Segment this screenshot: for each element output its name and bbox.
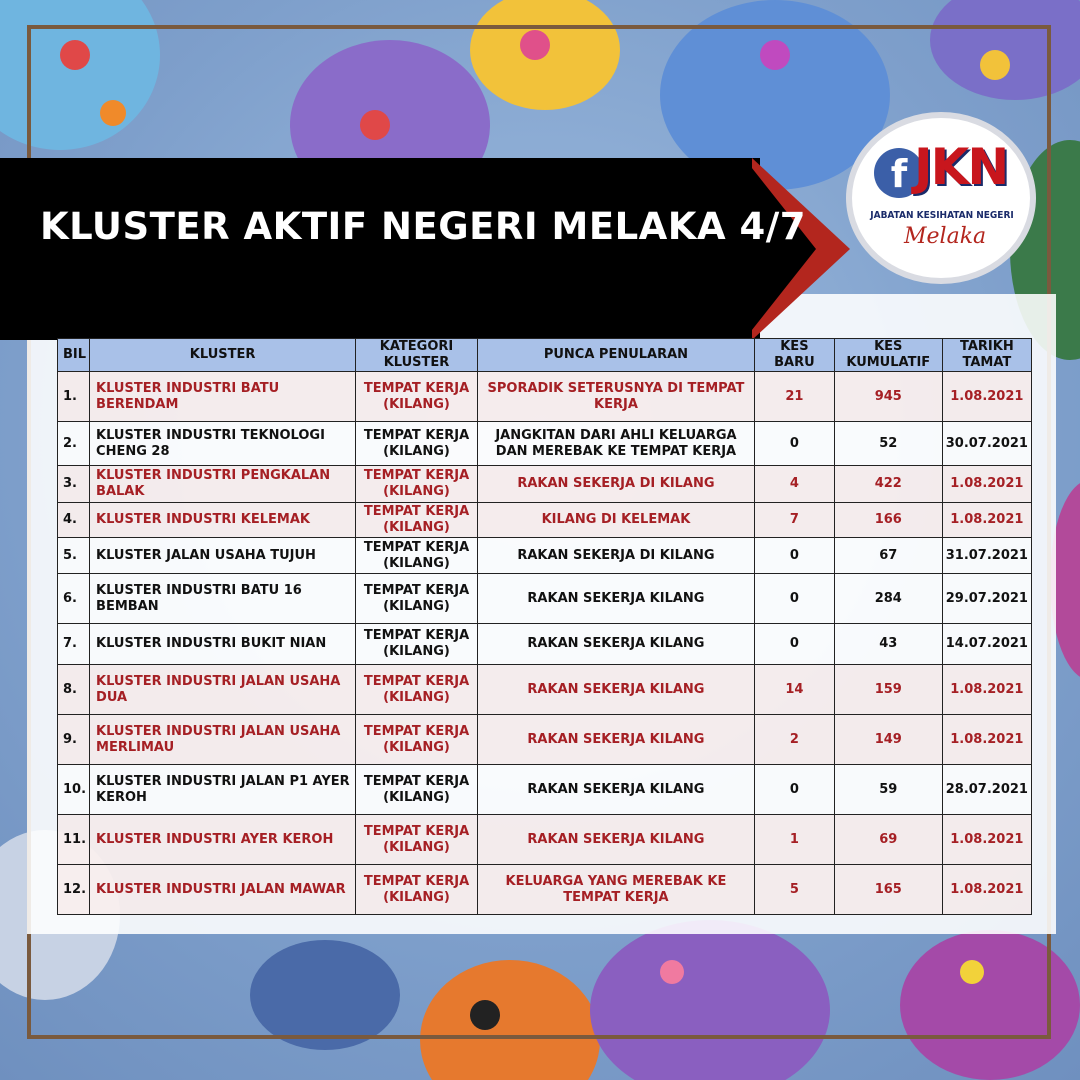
cell-bil: 2. — [58, 422, 90, 466]
cell-tarikh-tamat: 28.07.2021 — [942, 765, 1031, 815]
cell-kes-baru: 0 — [754, 538, 834, 574]
cell-kluster: KLUSTER INDUSTRI PENGKALAN BALAK — [90, 466, 356, 503]
cell-punca: RAKAN SEKERJA KILANG — [477, 765, 754, 815]
cell-kes-baru: 0 — [754, 574, 834, 624]
cell-punca: KILANG DI KELEMAK — [477, 503, 754, 538]
banner-arrow — [744, 158, 816, 340]
cell-bil: 7. — [58, 624, 90, 665]
cell-kategori: TEMPAT KERJA (KILANG) — [356, 538, 478, 574]
cell-kluster: KLUSTER INDUSTRI JALAN USAHA DUA — [90, 665, 356, 715]
cell-bil: 10. — [58, 765, 90, 815]
header-bil: BIL — [58, 339, 90, 372]
cell-kes-kumulatif: 166 — [834, 503, 942, 538]
cell-kes-kumulatif: 159 — [834, 665, 942, 715]
cell-kes-kumulatif: 43 — [834, 624, 942, 665]
header-kes-kumulatif: KES KUMULATIF — [834, 339, 942, 372]
cell-punca: RAKAN SEKERJA DI KILANG — [477, 466, 754, 503]
table-row — [58, 715, 1032, 765]
logo-subtitle: JABATAN KESIHATAN NEGERI — [870, 210, 1014, 221]
cell-kes-kumulatif: 945 — [834, 372, 942, 422]
cell-punca: KELUARGA YANG MEREBAK KE TEMPAT KERJA — [477, 865, 754, 915]
cell-kes-baru: 0 — [754, 765, 834, 815]
cell-tarikh-tamat: 14.07.2021 — [942, 624, 1031, 665]
cell-kluster: KLUSTER JALAN USAHA TUJUH — [90, 538, 356, 574]
table-row — [58, 865, 1032, 915]
cell-kes-kumulatif: 67 — [834, 538, 942, 574]
cell-tarikh-tamat: 31.07.2021 — [942, 538, 1031, 574]
table-row — [58, 665, 1032, 715]
cell-kategori: TEMPAT KERJA (KILANG) — [356, 665, 478, 715]
cell-kategori: TEMPAT KERJA (KILANG) — [356, 422, 478, 466]
cell-kes-baru: 14 — [754, 665, 834, 715]
header-kluster: KLUSTER — [90, 339, 356, 372]
cell-punca: RAKAN SEKERJA KILANG — [477, 815, 754, 865]
table-row — [58, 765, 1032, 815]
cell-punca: RAKAN SEKERJA KILANG — [477, 715, 754, 765]
cell-kes-kumulatif: 59 — [834, 765, 942, 815]
cell-punca: JANGKITAN DARI AHLI KELUARGA DAN MEREBAK KE TEMPAT KERJA — [477, 422, 754, 466]
cell-kluster: KLUSTER INDUSTRI JALAN MAWAR — [90, 865, 356, 915]
cell-bil: 11. — [58, 815, 90, 865]
cell-kategori: TEMPAT KERJA (KILANG) — [356, 466, 478, 503]
cell-punca: RAKAN SEKERJA KILANG — [477, 624, 754, 665]
cell-kes-baru: 1 — [754, 815, 834, 865]
cluster-table — [57, 338, 1032, 915]
header-kes-baru: KES BARU — [754, 339, 834, 372]
cell-kes-kumulatif: 165 — [834, 865, 942, 915]
cell-kes-baru: 0 — [754, 624, 834, 665]
cell-kategori: TEMPAT KERJA (KILANG) — [356, 503, 478, 538]
cell-tarikh-tamat: 29.07.2021 — [942, 574, 1031, 624]
cell-tarikh-tamat: 1.08.2021 — [942, 665, 1031, 715]
table-row — [58, 466, 1032, 503]
cell-kategori: TEMPAT KERJA (KILANG) — [356, 765, 478, 815]
cell-kategori: TEMPAT KERJA (KILANG) — [356, 865, 478, 915]
cell-tarikh-tamat: 1.08.2021 — [942, 865, 1031, 915]
cell-kluster: KLUSTER INDUSTRI AYER KEROH — [90, 815, 356, 865]
table-row — [58, 503, 1032, 538]
cell-tarikh-tamat: 1.08.2021 — [942, 715, 1031, 765]
cell-kes-baru: 5 — [754, 865, 834, 915]
cell-kes-kumulatif: 422 — [834, 466, 942, 503]
cell-punca: RAKAN SEKERJA DI KILANG — [477, 538, 754, 574]
cell-kategori: TEMPAT KERJA (KILANG) — [356, 372, 478, 422]
cell-punca: RAKAN SEKERJA KILANG — [477, 665, 754, 715]
title-banner — [0, 158, 760, 340]
cell-tarikh-tamat: 1.08.2021 — [942, 503, 1031, 538]
facebook-icon: f — [874, 148, 924, 198]
cell-kategori: TEMPAT KERJA (KILANG) — [356, 574, 478, 624]
cell-bil: 6. — [58, 574, 90, 624]
cell-kluster: KLUSTER INDUSTRI BATU 16 BEMBAN — [90, 574, 356, 624]
cell-bil: 9. — [58, 715, 90, 765]
header-tarikh-tamat: TARIKH TAMAT — [942, 339, 1031, 372]
cell-kluster: KLUSTER INDUSTRI JALAN USAHA MERLIMAU — [90, 715, 356, 765]
header-punca: PUNCA PENULARAN — [477, 339, 754, 372]
cell-kes-baru: 21 — [754, 372, 834, 422]
table-header-row — [58, 339, 1032, 372]
cell-kes-kumulatif: 69 — [834, 815, 942, 865]
cell-tarikh-tamat: 1.08.2021 — [942, 372, 1031, 422]
table-body — [58, 372, 1032, 915]
cell-kes-kumulatif: 52 — [834, 422, 942, 466]
cell-kes-baru: 2 — [754, 715, 834, 765]
header-kategori: KATEGORI KLUSTER — [356, 339, 478, 372]
cell-bil: 4. — [58, 503, 90, 538]
cell-kes-baru: 4 — [754, 466, 834, 503]
cell-bil: 3. — [58, 466, 90, 503]
cell-punca: SPORADIK SETERUSNYA DI TEMPAT KERJA — [477, 372, 754, 422]
cell-punca: RAKAN SEKERJA KILANG — [477, 574, 754, 624]
cell-kategori: TEMPAT KERJA (KILANG) — [356, 815, 478, 865]
cell-kluster: KLUSTER INDUSTRI KELEMAK — [90, 503, 356, 538]
logo-script: Melaka — [904, 224, 987, 249]
cell-bil: 1. — [58, 372, 90, 422]
cell-bil: 8. — [58, 665, 90, 715]
table-row — [58, 624, 1032, 665]
table-row — [58, 815, 1032, 865]
cell-bil: 5. — [58, 538, 90, 574]
table-row — [58, 574, 1032, 624]
cell-tarikh-tamat: 1.08.2021 — [942, 815, 1031, 865]
cell-tarikh-tamat: 30.07.2021 — [942, 422, 1031, 466]
table-row — [58, 422, 1032, 466]
cell-kes-kumulatif: 149 — [834, 715, 942, 765]
table-row — [58, 372, 1032, 422]
page-title: KLUSTER AKTIF NEGERI MELAKA 4/7 — [40, 205, 806, 248]
cell-bil: 12. — [58, 865, 90, 915]
cell-kategori: TEMPAT KERJA (KILANG) — [356, 715, 478, 765]
cell-tarikh-tamat: 1.08.2021 — [942, 466, 1031, 503]
cell-kes-baru: 0 — [754, 422, 834, 466]
cell-kluster: KLUSTER INDUSTRI JALAN P1 AYER KEROH — [90, 765, 356, 815]
cell-kes-kumulatif: 284 — [834, 574, 942, 624]
cell-kes-baru: 7 — [754, 503, 834, 538]
table-row — [58, 538, 1032, 574]
jkn-logo — [846, 112, 1036, 284]
cell-kluster: KLUSTER INDUSTRI BATU BERENDAM — [90, 372, 356, 422]
cell-kluster: KLUSTER INDUSTRI BUKIT NIAN — [90, 624, 356, 665]
cell-kluster: KLUSTER INDUSTRI TEKNOLOGI CHENG 28 — [90, 422, 356, 466]
logo-mark: JKN — [914, 138, 1008, 196]
cell-kategori: TEMPAT KERJA (KILANG) — [356, 624, 478, 665]
